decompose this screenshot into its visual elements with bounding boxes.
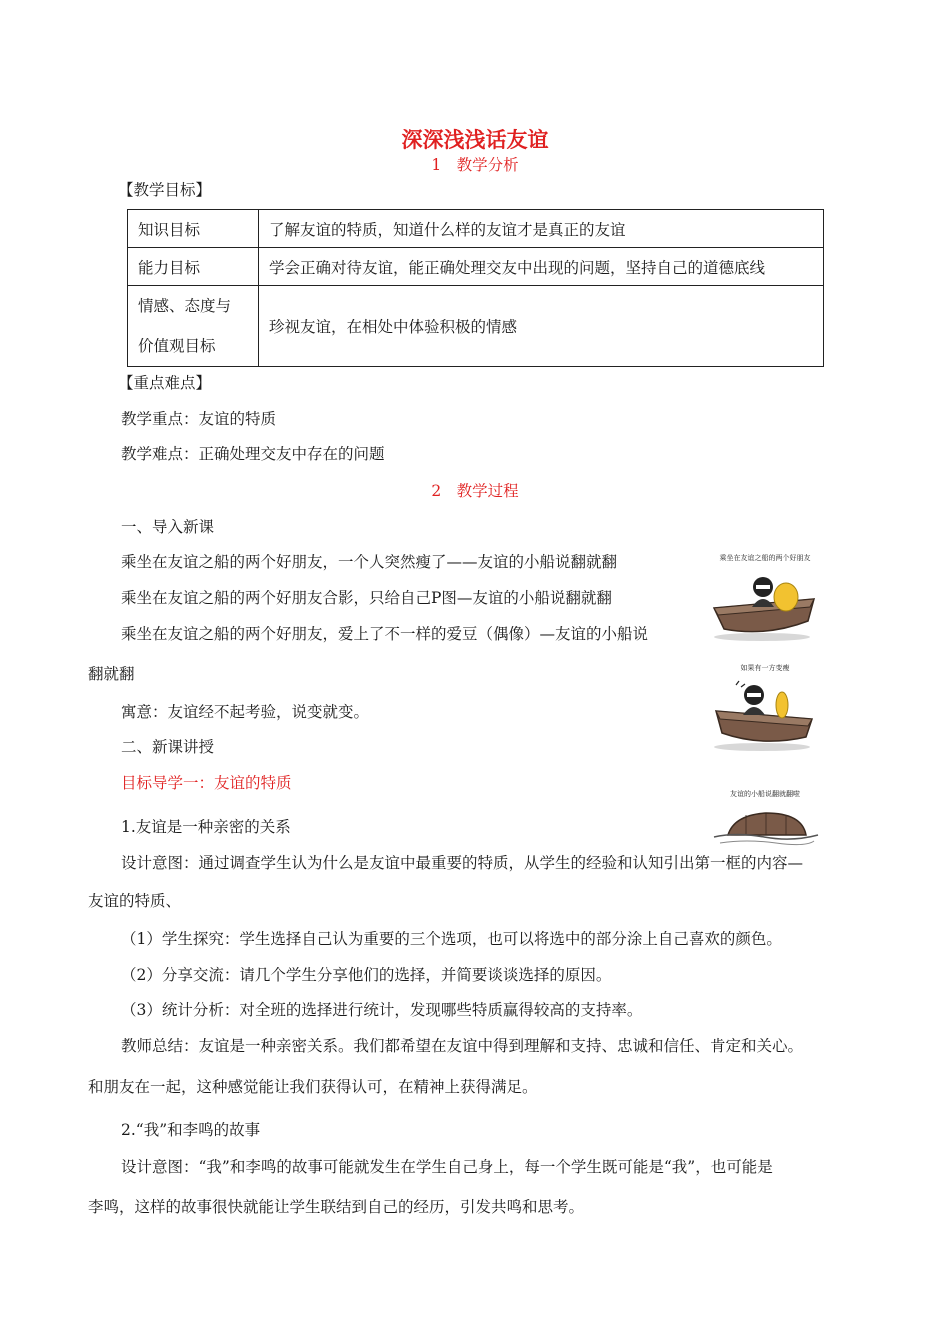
summary-line: 和朋友在一起，这种感觉能让我们获得认可，在精神上获得满足。 [88,1078,538,1096]
summary-line: 教师总结：友谊是一种亲密关系。我们都希望在友谊中得到理解和支持、忠诚和信任、肯定和关心。 [121,1037,804,1055]
goal-category-line2: 价值观目标 [138,337,216,355]
goal1-heading: 目标导学一：友谊的特质 [121,774,292,792]
capsized-boat-icon [706,799,824,849]
illustration-caption: 乘坐在友谊之船的两个好朋友 [719,554,811,562]
step-2: （2）分享交流：请几个学生分享他们的选择，并简要谈谈选择的原因。 [121,966,612,984]
illustration-caption: 如果有一方变瘦 [740,664,790,672]
boat-with-friends-icon [706,563,824,643]
goal-content: 了解友谊的特质，知道什么样的友谊才是真正的友谊 [259,210,824,248]
keypoints-label: 【重点难点】 [118,374,212,392]
illustration-boat-friends [706,553,824,647]
intro-line: 乘坐在友谊之船的两个好朋友，一个人突然瘦了——友谊的小船说翻就翻 [121,553,618,571]
illustration-boat-capsized [706,789,824,853]
goal-category: 能力目标 [128,248,259,286]
part2-heading: 二、新课讲授 [121,738,215,756]
difficult-point: 教学难点：正确处理交友中存在的问题 [121,445,385,463]
key-point: 教学重点：友谊的特质 [121,410,277,428]
section1-heading: 1 教学分析 [431,156,519,174]
design2-line: 李鸣，这样的故事很快就能让学生联结到自己的经历，引发共鸣和思考。 [88,1198,585,1216]
design1-line: 友谊的特质、 [88,892,182,910]
goals-row-ability [128,248,824,286]
section2-heading: 2 教学过程 [431,482,519,500]
step-1: （1）学生探究：学生选择自己认为重要的三个选项，也可以将选中的部分涂上自己喜欢的颜色。 [121,930,782,948]
goal-content: 珍视友谊，在相处中体验积极的情感 [259,286,824,367]
goal-content: 学会正确对待友谊，能正确处理交友中出现的问题，坚持自己的道德底线 [259,248,824,286]
goals-table [127,209,824,367]
intro-line: 翻就翻 [88,665,135,683]
boat-tilted-icon [706,673,824,753]
goal-category: 知识目标 [128,210,259,248]
design1-line: 设计意图：通过调查学生认为什么是友谊中最重要的特质，从学生的经验和认知引出第一框的内容— [121,854,804,872]
illustration-boat-thin [706,663,824,757]
intro-line: 乘坐在友谊之船的两个好朋友，爱上了不一样的爱豆（偶像）—友谊的小船说 [121,625,649,643]
part1-heading: 一、导入新课 [121,518,215,536]
moral: 寓意：友谊经不起考验，说变就变。 [121,703,370,721]
step-3: （3）统计分析：对全班的选择进行统计，发现哪些特质赢得较高的支持率。 [121,1001,643,1019]
intro-line: 乘坐在友谊之船的两个好朋友合影，只给自己P图—友谊的小船说翻就翻 [121,589,612,607]
goal-category [128,286,259,367]
illustration-caption: 友谊的小船说翻就翻啦 [730,790,800,798]
goals-row-knowledge [128,210,824,248]
item2-heading: 2.“我”和李鸣的故事 [121,1121,261,1139]
design2-line: 设计意图：“我”和李鸣的故事可能就发生在学生自己身上，每一个学生既可能是“我”，也可能是 [121,1158,773,1176]
page-title: 深深浅浅话友谊 [401,128,549,152]
goals-label: 【教学目标】 [118,181,212,199]
goals-row-emotion [128,286,824,367]
goal-category-line1: 情感、态度与 [138,297,232,315]
item1-heading: 1.友谊是一种亲密的关系 [121,818,291,836]
